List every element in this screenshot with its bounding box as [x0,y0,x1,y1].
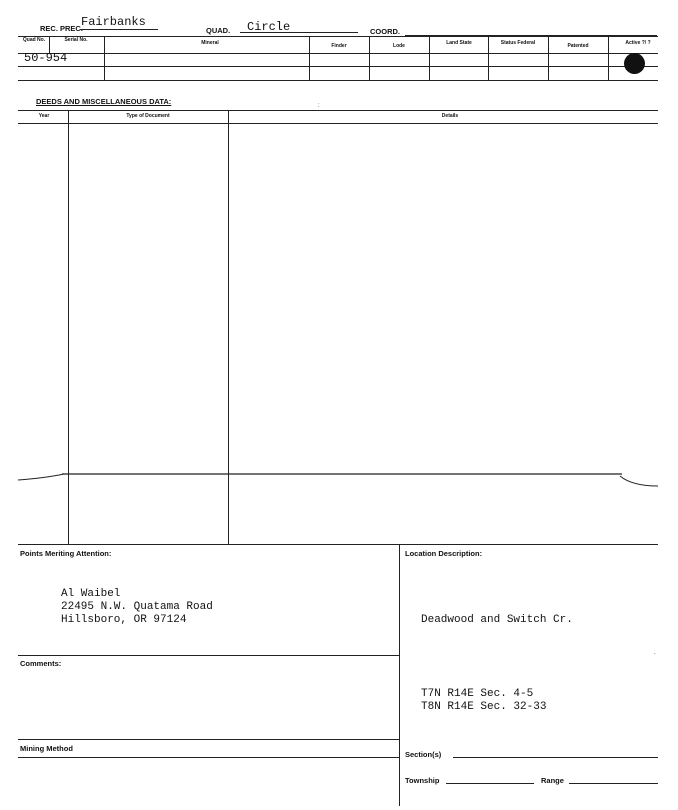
col-divider-7 [548,36,549,80]
points-line1: Al Waibel [61,588,121,600]
location-label: Location Description: [405,549,483,558]
quad-no-header: Quad No. [22,37,46,43]
year-header: Year [38,113,50,119]
location-line2: T8N R14E Sec. 32-33 [421,701,547,713]
sections-underline [453,757,658,758]
type-of-document-header: Type of Document [126,113,170,119]
status-federal-header: Status Federal [500,40,536,46]
location-place: Deadwood and Switch Cr. [421,614,573,626]
coord-label: COORD. [370,27,400,36]
punch-hole-mark [624,53,645,74]
bottom-section-border [18,544,658,545]
location-line1: T7N R14E Sec. 4-5 [421,688,534,700]
col-divider-5 [429,36,430,80]
quad-underline [240,32,358,33]
quad-value: Circle [247,20,291,34]
stray-dot: . [654,650,656,656]
lode-header: Lode [393,43,405,49]
deeds-top-border [18,110,658,111]
deeds-title: DEEDS AND MISCELLANEOUS DATA: [36,97,172,106]
col-divider-2 [104,36,105,80]
active-header: Active ?/ ? [625,40,651,46]
mining-method-label: Mining Method [20,744,73,753]
mining-underline [18,757,399,758]
rec-prec-underline [80,29,158,30]
stray-mark: : [318,103,320,109]
patented-header: Patented [567,43,589,49]
township-label: Township [405,776,440,785]
column-header-border [18,53,658,54]
points-line2: 22495 N.W. Quatama Road [61,601,213,613]
fold-crease [0,466,678,496]
township-underline [446,783,534,784]
quad-label: QUAD. [206,26,231,35]
sections-label: Section(s) [405,750,442,759]
comments-label: Comments: [20,659,62,668]
land-state-header: Land State [446,40,472,46]
rec-prec-value: Fairbanks [81,15,146,29]
mineral-header: Mineral [201,40,219,46]
record-row-border [18,66,658,67]
range-underline [569,783,658,784]
table-top-border [18,36,658,37]
col-divider-8 [608,36,609,80]
col-divider-3 [309,36,310,80]
quad-no-value: 50-954 [24,51,68,65]
points-label: Points Meriting Attention: [20,549,112,558]
bottom-divider [399,544,400,806]
finder-header: Finder [331,43,347,49]
mining-border [18,739,399,740]
comments-border [18,655,399,656]
rec-prec-label: REC. PREC. [40,24,83,33]
range-label: Range [541,776,564,785]
serial-no-header: Serial No. [64,37,88,43]
col-divider-6 [488,36,489,80]
table-bottom-border [18,80,658,81]
deeds-header-border [18,123,658,124]
details-header: Details [441,113,459,119]
points-line3: Hillsboro, OR 97124 [61,614,187,626]
col-divider-4 [369,36,370,80]
